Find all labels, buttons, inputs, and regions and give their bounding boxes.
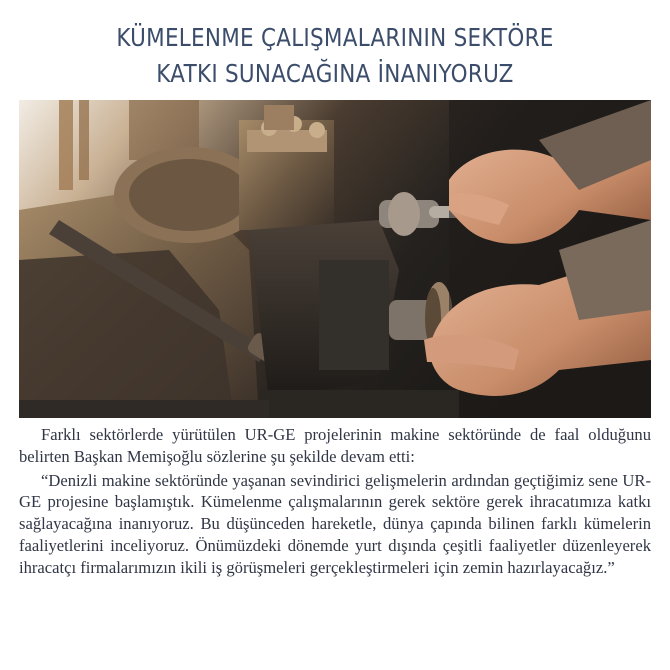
body-paragraph-2-quote: “Denizli makine sektöründe yaşanan sevindirici gelişmelerin ardından geçtiğimiz sene UR-GE projesine başlamıştık. Kümelenme çalışmalarının gerek sektöre gerek ihracatımıza katkı sağlayacağına inanıyoruz. Bu düşünceden hareketle, dünya çapında bilinen farklı kümelerin faaliyetlerini inceliyoruz. Önümüzdeki dönemde yurt dışında çeşitli faaliyetler düzenleyerek ihracatçı firmalarımızın ikili iş görüşmeleri gerçekleştirmeleri için zemin hazırlayacağız.” bbox=[19, 470, 651, 577]
body-paragraph-1: Farklı sektörlerde yürütülen UR-GE projelerinin makine sektöründe de faal olduğunu belirten Başkan Memişoğlu sözlerine şu şekilde devam etti: bbox=[19, 425, 651, 466]
lathe-machine-photo bbox=[19, 100, 651, 418]
title-line-1: KÜMELENME ÇALIŞMALARININ SEKTÖRE bbox=[116, 23, 554, 52]
article-title bbox=[47, 20, 623, 92]
title-line-2: KATKI SUNACAĞINA İNANIYORUZ bbox=[156, 59, 514, 88]
article-body bbox=[19, 424, 651, 579]
